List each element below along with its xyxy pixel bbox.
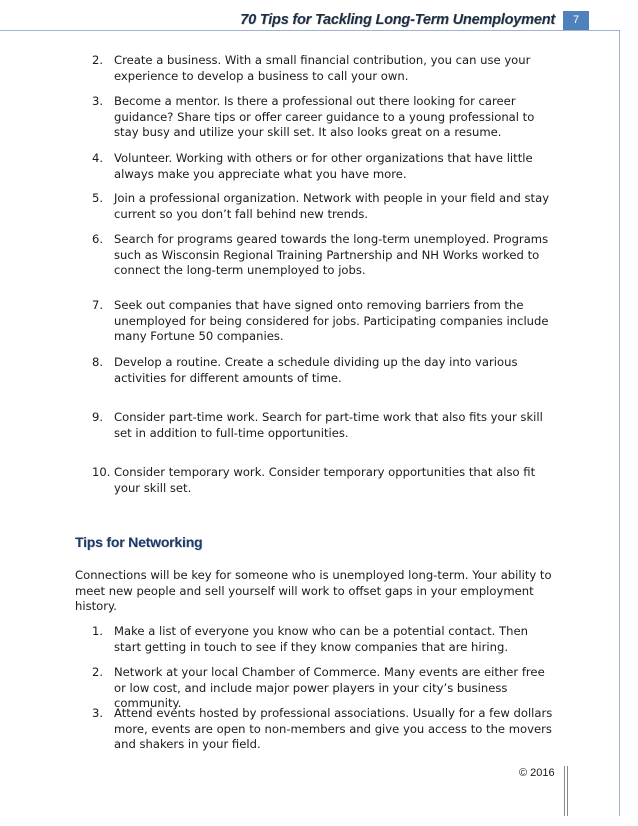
footer-rule xyxy=(567,766,568,816)
list-item-number: 2. xyxy=(92,53,104,67)
list-item-number: 8. xyxy=(92,355,104,369)
list-item-number: 5. xyxy=(92,191,104,205)
list-item-text: Join a professional organization. Network with people in your field and stay current so you don’t fall behind new trends. xyxy=(114,191,550,221)
list-item-text: Attend events hosted by professional associations. Usually for a few dollars more, events are open to non-members and give you access to the movers and shakers in your field. xyxy=(114,706,553,751)
list-item-text: Search for programs geared towards the long-term unemployed. Programs such as Wisconsin Regional Training Partnership and NH Works worked to connect the long-term unemployed to jobs. xyxy=(114,232,549,277)
list-item-number: 3. xyxy=(92,706,104,720)
footer-rule xyxy=(564,766,565,816)
copyright-footer: © 2016 xyxy=(519,767,555,779)
running-header-title: 70 Tips for Tackling Long-Term Unemployment xyxy=(240,12,555,28)
list-item-text: Make a list of everyone you know who can be a potential contact. Then start getting in touch to see if they know companies that are hiring. xyxy=(114,624,528,654)
list-item-text: Consider part-time work. Search for part-time work that also fits your skill set in addition to full-time opportunities. xyxy=(114,410,543,440)
list-item-text: Network at your local Chamber of Commerce. Many events are either free or low cost, and include major power players in your city’s business community. xyxy=(114,665,545,710)
list-item-number: 7. xyxy=(92,298,104,312)
list-item-text: Volunteer. Working with others or for other organizations that have little always make you appreciate what you have more. xyxy=(114,151,533,181)
list-item-number: 2. xyxy=(92,665,104,679)
list-item-number: 4. xyxy=(92,151,104,165)
list-item-number: 9. xyxy=(92,410,104,424)
section-intro: Connections will be key for someone who is unemployed long-term. Your ability to meet new people and sell yourself will work to offset gaps in your employment history. xyxy=(75,568,552,613)
section-heading: Tips for Networking xyxy=(75,534,203,550)
list-item-number: 1. xyxy=(92,624,104,638)
list-item-text: Create a business. With a small financial contribution, you can use your experience to develop a business to call your own. xyxy=(114,53,531,83)
list-item-number: 3. xyxy=(92,94,104,108)
list-item-text: Consider temporary work. Consider temporary opportunities that also fit your skill set. xyxy=(114,465,536,495)
list-item-text: Seek out companies that have signed onto removing barriers from the unemployed for being considered for jobs. Participating companies include many Fortune 50 companies. xyxy=(114,298,549,343)
page-number: 7 xyxy=(563,11,589,30)
list-item-number: 6. xyxy=(92,232,104,246)
list-item-text: Develop a routine. Create a schedule dividing up the day into various activities for different amounts of time. xyxy=(114,355,518,385)
list-item-number: 10. xyxy=(92,465,111,479)
list-item-text: Become a mentor. Is there a professional out there looking for career guidance? Share tips or offer career guidance to a young professional to stay busy and utilize your skill set. It also looks great on a resume. xyxy=(114,94,535,139)
